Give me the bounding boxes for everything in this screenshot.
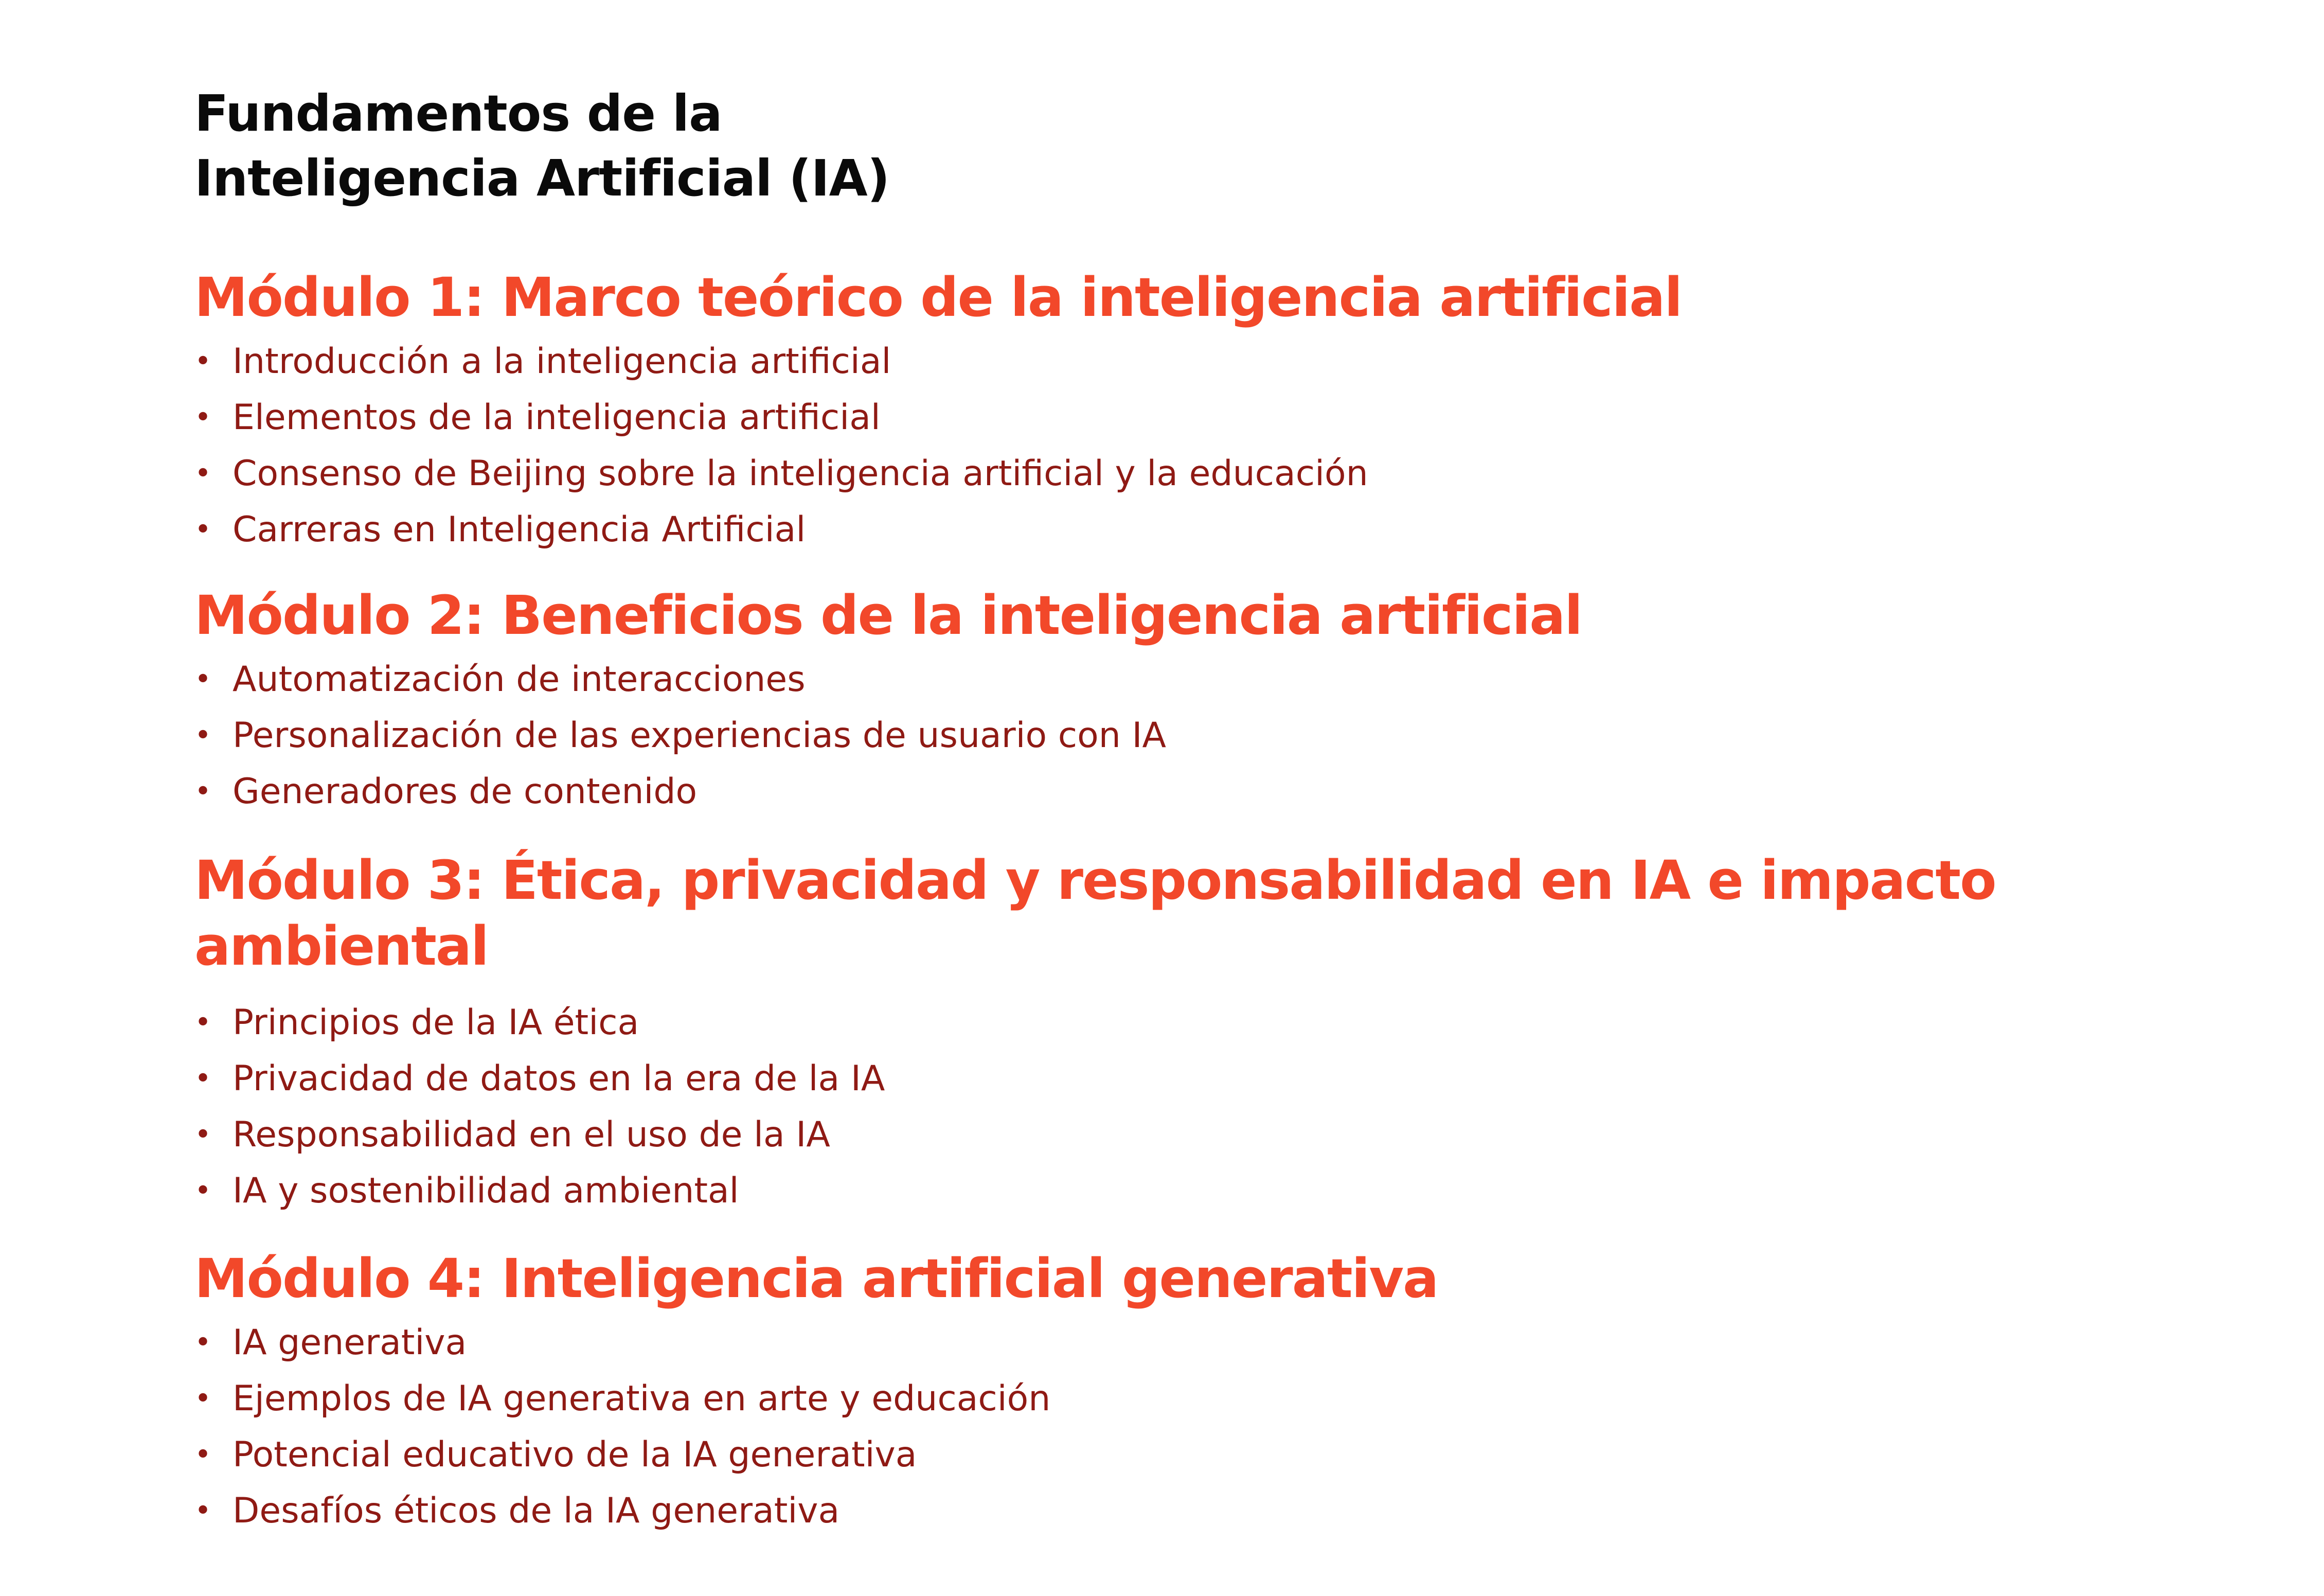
topic-item (194, 1371, 2149, 1427)
course-title (194, 81, 2149, 211)
course-title-line-1: Fundamentos de la (194, 84, 722, 143)
module-4-heading: Módulo 4: Inteligencia artificial generativa (194, 1247, 1438, 1310)
module-3-heading-line-2: ambiental (194, 915, 488, 978)
topic-label: Generadores de contenido (233, 771, 698, 812)
topic-label: IA generativa (233, 1322, 467, 1363)
topic-item (194, 1315, 2149, 1371)
bullet-icon: • (194, 401, 212, 434)
topic-item (194, 502, 2149, 558)
module-3-heading (194, 847, 2149, 979)
topic-label: Responsabilidad en el uso de la IA (233, 1114, 830, 1155)
topic-label: Desafíos éticos de la IA generativa (233, 1491, 840, 1531)
module-3-heading-line-1: Módulo 3: Ética, privacidad y responsabilidad en IA e impacto (194, 849, 1996, 912)
topic-item (194, 333, 2149, 389)
topic-item (194, 764, 2149, 820)
topic-item (194, 1051, 2149, 1107)
course-outline-content (194, 81, 2149, 1539)
topic-label: IA y sostenibilidad ambiental (233, 1171, 739, 1211)
topic-item (194, 1107, 2149, 1163)
topic-label: Personalización de las experiencias de usuario con IA (233, 715, 1167, 756)
topic-item (194, 995, 2149, 1051)
module-1-topic-list (194, 333, 2149, 558)
bullet-icon: • (194, 1494, 212, 1528)
bullet-icon: • (194, 1438, 212, 1471)
bullet-icon: • (194, 1382, 212, 1415)
topic-label: Carreras en Inteligencia Artificial (233, 509, 806, 550)
module-2-topic-list (194, 651, 2149, 820)
topic-label: Potencial educativo de la IA generativa (233, 1434, 917, 1475)
module-2-heading: Módulo 2: Beneficios de la inteligencia artificial (194, 584, 1582, 647)
topic-label: Introducción a la inteligencia artificial (233, 341, 891, 382)
module-4-topic-list (194, 1315, 2149, 1539)
bullet-icon: • (194, 663, 212, 696)
module-1-heading: Módulo 1: Marco teórico de la inteligencia artificial (194, 266, 1682, 329)
module-1 (194, 264, 2149, 558)
bullet-icon: • (194, 345, 212, 378)
topic-label: Elementos de la inteligencia artificial (233, 397, 881, 438)
topic-label: Principios de la IA ética (233, 1002, 639, 1043)
topic-item (194, 707, 2149, 764)
bullet-icon: • (194, 1006, 212, 1039)
module-2 (194, 582, 2149, 820)
course-title-line-2: Inteligencia Artificial (IA) (194, 149, 890, 207)
topic-item (194, 446, 2149, 502)
bullet-icon: • (194, 457, 212, 490)
topic-item (194, 1483, 2149, 1539)
module-3 (194, 847, 2149, 1219)
bullet-icon: • (194, 775, 212, 808)
topic-label: Privacidad de datos en la era de la IA (233, 1058, 885, 1099)
topic-item (194, 651, 2149, 707)
bullet-icon: • (194, 513, 212, 546)
module-3-topic-list (194, 995, 2149, 1219)
topic-item (194, 389, 2149, 446)
bullet-icon: • (194, 1062, 212, 1095)
bullet-icon: • (194, 1326, 212, 1359)
topic-label: Consenso de Beijing sobre la inteligencia artificial y la educación (233, 453, 1368, 494)
module-4 (194, 1246, 2149, 1539)
bullet-icon: • (194, 719, 212, 752)
bullet-icon: • (194, 1118, 212, 1151)
topic-label: Ejemplos de IA generativa en arte y educación (233, 1378, 1051, 1419)
bullet-icon: • (194, 1174, 212, 1208)
topic-item (194, 1427, 2149, 1483)
topic-label: Automatización de interacciones (233, 659, 806, 700)
topic-item (194, 1163, 2149, 1219)
